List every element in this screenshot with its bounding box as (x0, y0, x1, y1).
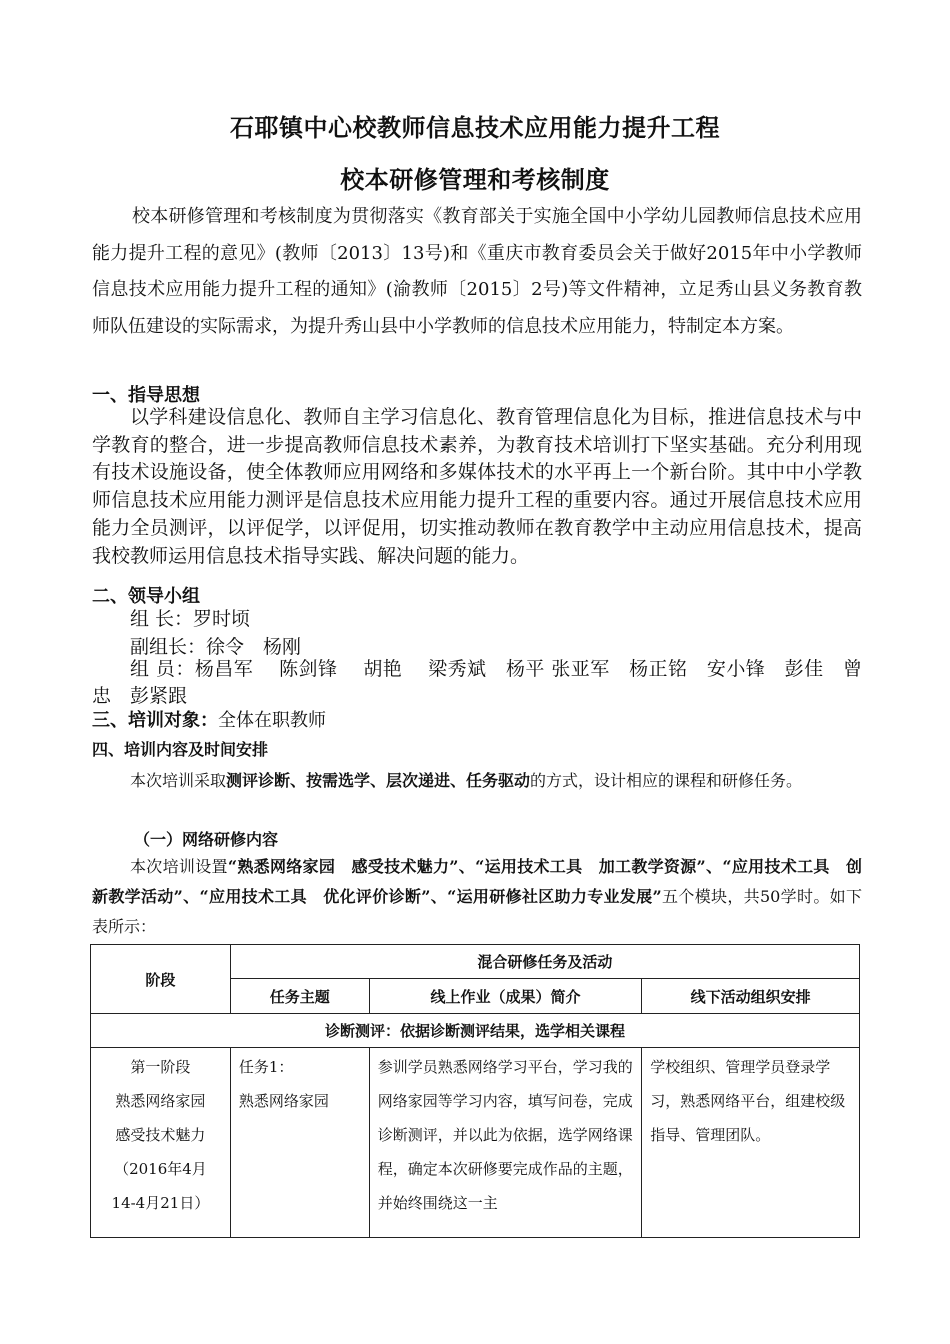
header-online-work: 线上作业（成果）简介 (369, 979, 642, 1014)
method-text-pre: 本次培训采取 (130, 771, 227, 790)
training-target-label: 三、培训对象： (92, 710, 218, 731)
group-members: 组 员：杨昌军 陈剑锋 胡艳 梁秀斌 杨平 张亚军 杨正铭 安小锋 彭佳 曾忠 彭紧跟 (92, 658, 862, 707)
schedule-table (90, 944, 860, 1238)
diagnosis-span-row: 诊断测评：依据诊断测评结果，选学相关课程 (91, 1014, 860, 1048)
header-offline-activities: 线下活动组织安排 (642, 979, 860, 1014)
modules-text-bold: “熟悉网络家园 感受技术魅力”、“运用技术工具 加工教学资源”、“应用技术工具 创新教学活动”、“应用技术工具 优化评价诊断”、“运用研修社区助力专业发展” (92, 857, 862, 906)
group-leader: 组 长：罗时顷 (130, 608, 251, 630)
document-subtitle: 校本研修管理和考核制度 (340, 165, 610, 194)
section-heading-training-target (92, 706, 326, 732)
task-cell: 任务1： 熟悉网络家园 (230, 1048, 369, 1238)
header-stage: 阶段 (91, 945, 231, 1014)
header-mixed-activities: 混合研修任务及活动 (230, 945, 859, 979)
group-deputy-leaders: 副组长：徐令 杨刚 (130, 636, 302, 658)
online-work-cell: 参训学员熟悉网络学习平台，学习我的网络家园等学习内容，填写问卷，完成诊断测评，并以此为依据，选学网络课程，确定本次研修要完成作品的主题，并始终围绕这一主 (369, 1048, 642, 1238)
method-text-bold: 测评诊断、按需选学、层次递进、任务驱动 (226, 771, 531, 790)
section-heading-guiding-ideas: 一、指导思想 (92, 385, 200, 406)
modules-text-pre: 本次培训设置 (130, 857, 228, 876)
offline-activity-cell: 学校组织、管理学员登录学习，熟悉网络平台，组建校级指导、管理团队。 (642, 1048, 860, 1238)
document-title: 石耶镇中心校教师信息技术应用能力提升工程 (230, 113, 720, 142)
modules-paragraph (92, 852, 862, 942)
header-task-theme: 任务主题 (230, 979, 369, 1014)
subheading-online-content: （一）网络研修内容 (134, 830, 279, 849)
modules-text-post: 五个模块，共50学时。如下表所示： (92, 887, 862, 936)
section-heading-leadership-group: 二、领导小组 (92, 586, 200, 607)
training-target-value: 全体在职教师 (218, 710, 326, 731)
intro-paragraph: 校本研修管理和考核制度为贯彻落实《教育部关于实施全国中小学幼儿园教师信息技术应用能力提升工程的意见》(教师〔2013〕13号)和《重庆市教育委员会关于做好2015年中小学教师信息技术应用能力提升工程的通知》(渝教师〔2015〕2号)等文件精神，立足秀山县义务教育教师队伍建设的实际需求，为提升秀山县中小学教师的信息技术应用能力，特制定本方案。 (92, 206, 862, 337)
stage-cell: 第一阶段 熟悉网络家园 感受技术魅力 （2016年4月 14-4月21日） (91, 1048, 231, 1238)
method-text-post: 的方式，设计相应的课程和研修任务。 (530, 771, 803, 790)
guiding-ideas-paragraph: 以学科建设信息化、教师自主学习信息化、教育管理信息化为目标，推进信息技术与中学教育的整合，进一步提高教师信息技术素养，为教育技术培训打下坚实基础。充分利用现有技术设施设备，使全体教师应用网络和多媒体技术的水平再上一个新台阶。其中中小学教师信息技术应用能力测评是信息技术应用能力提升工程的重要内容。通过开展信息技术应用能力全员测评，以评促学，以评促用，切实推动教师在教育教学中主动应用信息技术，提高我校教师运用信息技术指导实践、解决问题的能力。 (92, 406, 862, 567)
section-heading-content-schedule: 四、培训内容及时间安排 (92, 740, 269, 759)
training-method-paragraph (92, 766, 862, 796)
